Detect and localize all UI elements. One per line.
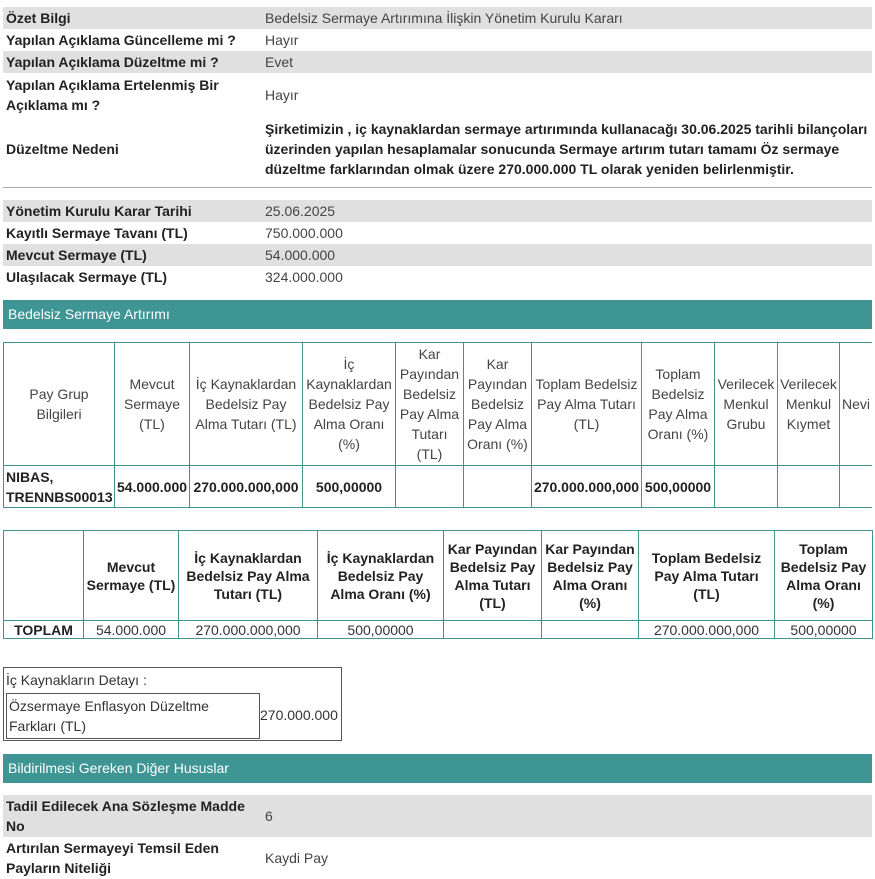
summary-table (3, 7, 872, 181)
capital-value: 750.000.000 (265, 225, 343, 241)
group-header-cell: Kar Payından Bedelsiz Pay Alma Tutarı (TL) (396, 343, 464, 466)
summary-row (3, 73, 872, 117)
total-header-cell: Mevcut Sermaye (TL) (84, 531, 179, 621)
group-cell (778, 466, 840, 508)
group-header-cell: Toplam Bedelsiz Pay Alma Oranı (%) (642, 343, 715, 466)
group-header-cell: Mevcut Sermaye (TL) (115, 343, 190, 466)
group-cell (464, 466, 532, 508)
summary-value: Hayır (265, 87, 299, 103)
bonus-section-header: Bedelsiz Sermaye Artırımı (3, 300, 872, 329)
capital-label: Yönetim Kurulu Karar Tarihi (3, 200, 262, 222)
summary-row (3, 51, 872, 73)
group-header-cell: İç Kaynaklardan Bedelsiz Pay Alma Oranı (%) (303, 343, 396, 466)
group-cell: 54.000.000 (115, 466, 190, 508)
total-table (3, 530, 873, 639)
other-value: Kaydi Pay (265, 850, 329, 866)
divider (3, 187, 872, 188)
internal-sources-item-label: Özsermaye Enflasyon Düzeltme Farkları (TL) (6, 693, 260, 739)
summary-label: Yapılan Açıklama Ertelenmiş Bir Açıklama mı ? (6, 77, 219, 113)
other-section-header: Bildirilmesi Gereken Diğer Hususlar (3, 754, 872, 783)
internal-sources-box (3, 667, 342, 741)
capital-label: Kayıtlı Sermaye Tavanı (TL) (6, 225, 188, 241)
summary-label: Yapılan Açıklama Düzeltme mi ? (3, 51, 262, 73)
summary-value: Evet (262, 51, 872, 73)
summary-value: Bedelsiz Sermaye Artırımına İlişkin Yönetim Kurulu Kararı (262, 7, 872, 29)
capital-table (3, 200, 872, 288)
group-cell (715, 466, 778, 508)
total-cell (542, 621, 639, 639)
other-value: 6 (262, 795, 872, 837)
internal-sources-item-value: 270.000.000 (260, 707, 338, 723)
summary-value: Şirketimizin , iç kaynaklardan sermaye artırımında kullanacağı 30.06.2025 tarihli bilançoları üzerinden yapılan hesaplamalar sonucunda Sermaye artırım tutarı tamamı Öz sermaye düzeltme farklarından olmak üzere 270.000.000 TL olarak yeniden belirlenmiştir. (265, 121, 868, 177)
total-header-cell: Kar Payından Bedelsiz Pay Alma Tutarı (TL) (444, 531, 542, 621)
capital-row (3, 222, 872, 244)
group-data-row (4, 466, 873, 508)
group-cell: 500,00000 (642, 466, 715, 508)
internal-sources-title: İç Kaynakların Detayı : (6, 672, 147, 688)
capital-row (3, 266, 872, 288)
summary-row (3, 117, 872, 181)
total-header-cell: Toplam Bedelsiz Pay Alma Oranı (%) (775, 531, 873, 621)
group-header-cell: Toplam Bedelsiz Pay Alma Tutarı (TL) (532, 343, 642, 466)
other-label: Tadil Edilecek Ana Sözleşme Madde No (3, 795, 262, 837)
total-cell (444, 621, 542, 639)
summary-label: Düzeltme Nedeni (6, 141, 119, 157)
summary-row (3, 29, 872, 51)
other-row (3, 795, 872, 837)
group-cell: 500,00000 (303, 466, 396, 508)
other-table (3, 795, 872, 879)
capital-label: Ulaşılacak Sermaye (TL) (6, 269, 168, 285)
group-cell (840, 466, 873, 508)
group-cell (396, 466, 464, 508)
total-cell: 54.000.000 (84, 621, 179, 639)
capital-value: 25.06.2025 (262, 200, 872, 222)
group-header-cell: Verilecek Menkul Grubu (715, 343, 778, 466)
group-cell: 270.000.000,000 (532, 466, 642, 508)
capital-row (3, 244, 872, 266)
other-row (3, 837, 872, 879)
group-table (3, 342, 872, 508)
group-table-wrapper (3, 342, 872, 510)
total-header-cell: Kar Payından Bedelsiz Pay Alma Oranı (%) (542, 531, 639, 621)
group-cell: 270.000.000,000 (190, 466, 303, 508)
total-cell: 270.000.000,000 (639, 621, 775, 639)
total-header-cell (4, 531, 84, 621)
total-cell: 500,00000 (775, 621, 873, 639)
group-header-cell: Pay Grup Bilgileri (4, 343, 115, 466)
summary-label: Özet Bilgi (3, 7, 262, 29)
total-header-cell: İç Kaynaklardan Bedelsiz Pay Alma Tutarı (TL) (179, 531, 318, 621)
capital-row (3, 200, 872, 222)
total-label: TOPLAM (4, 621, 84, 639)
capital-label: Mevcut Sermaye (TL) (3, 244, 262, 266)
group-header-cell: Verilecek Menkul Kıymet (778, 343, 840, 466)
group-cell: NIBAS, TRENNBS00013 (4, 466, 115, 508)
total-data-row (4, 621, 873, 639)
total-cell: 500,00000 (318, 621, 444, 639)
summary-row (3, 7, 872, 29)
summary-label: Yapılan Açıklama Güncelleme mi ? (6, 32, 236, 48)
other-label: Artırılan Sermayeyi Temsil Eden Payların Niteliği (6, 840, 219, 876)
total-header-cell: İç Kaynaklardan Bedelsiz Pay Alma Oranı (%) (318, 531, 444, 621)
group-header-cell: İç Kaynaklardan Bedelsiz Pay Alma Tutarı (TL) (190, 343, 303, 466)
total-header-cell: Toplam Bedelsiz Pay Alma Tutarı (TL) (639, 531, 775, 621)
group-header-cell: Nevi (840, 343, 873, 466)
total-cell: 270.000.000,000 (179, 621, 318, 639)
total-header-row (4, 531, 873, 621)
capital-value: 54.000.000 (262, 244, 872, 266)
group-header-cell: Kar Payından Bedelsiz Pay Alma Oranı (%) (464, 343, 532, 466)
group-header-row (4, 343, 873, 466)
summary-value: Hayır (265, 32, 299, 48)
capital-value: 324.000.000 (265, 269, 343, 285)
